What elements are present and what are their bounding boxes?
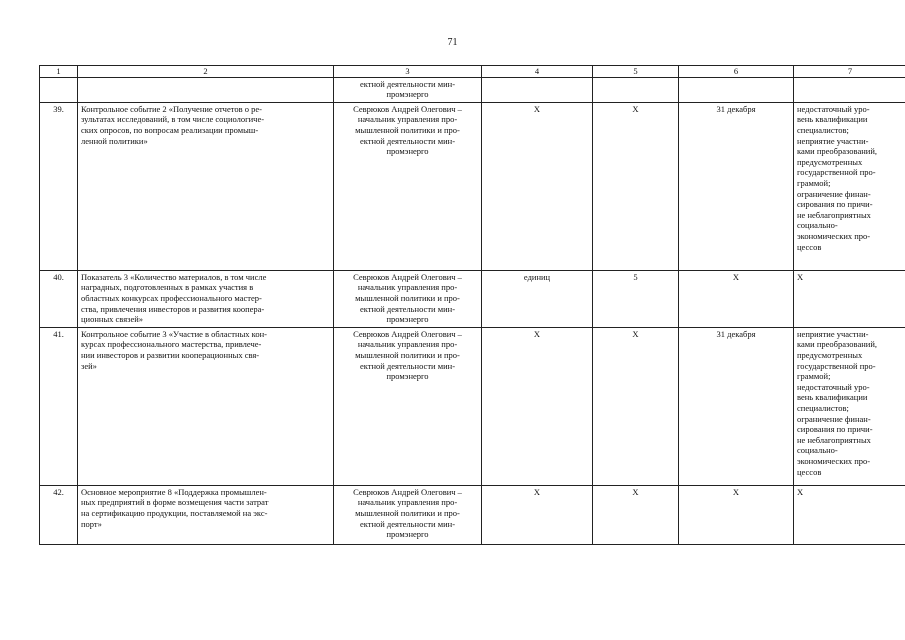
header-cell: 1 (40, 66, 78, 78)
plan-table (39, 65, 905, 545)
row-value: Х (593, 485, 679, 544)
header-cell: 5 (593, 66, 679, 78)
table-row (40, 270, 905, 327)
row-number: 40. (40, 270, 78, 327)
table-cell (40, 77, 78, 102)
row-description: Основное мероприятие 8 «Поддержка промышлен- ных предприятий в форме возмещения части затрат на сертификацию продукции, поставляемой на экс- порт» (78, 485, 334, 544)
row-value: Х (593, 102, 679, 270)
continuation-row (40, 77, 905, 102)
row-responsible: Севрюков Андрей Олегович – начальник управления про- мышленной политики и про- ектной деятельности мин- промэнерго (334, 270, 482, 327)
continuation-text: ектной деятельности мин- промэнерго (334, 77, 482, 102)
row-risks: недостаточный уро- вень квалификации специалистов; неприятие участни- ками преобразований, предусмотренных государственной про- граммой; ограничение финан- сирования по причи- не неблагоприятных социально- экономических про- цессов (794, 102, 905, 270)
header-cell: 6 (679, 66, 794, 78)
row-number: 42. (40, 485, 78, 544)
row-unit: Х (482, 485, 593, 544)
row-risks: неприятие участни- ками преобразований, предусмотренных государственной про- граммой; недостаточный уро- вень квалификации специалистов; ограничение финан- сирования по причи- не неблагоприятных социально- экономических про- цессов (794, 327, 905, 485)
table-cell (679, 77, 794, 102)
row-responsible: Севрюков Андрей Олегович – начальник управления про- мышленной политики и про- ектной деятельности мин- промэнерго (334, 102, 482, 270)
row-number: 39. (40, 102, 78, 270)
row-number: 41. (40, 327, 78, 485)
row-unit: Х (482, 327, 593, 485)
table-cell (794, 77, 905, 102)
row-value: Х (593, 327, 679, 485)
row-risks: Х (794, 485, 905, 544)
row-unit: Х (482, 102, 593, 270)
row-responsible: Севрюков Андрей Олегович – начальник управления про- мышленной политики и про- ектной деятельности мин- промэнерго (334, 485, 482, 544)
row-deadline: Х (679, 485, 794, 544)
header-cell: 7 (794, 66, 905, 78)
row-value: 5 (593, 270, 679, 327)
page-number: 71 (447, 37, 458, 48)
row-responsible: Севрюков Андрей Олегович – начальник управления про- мышленной политики и про- ектной деятельности мин- промэнерго (334, 327, 482, 485)
row-deadline: 31 декабря (679, 102, 794, 270)
row-risks: Х (794, 270, 905, 327)
table-row (40, 102, 905, 270)
header-row (40, 66, 905, 78)
table-cell (78, 77, 334, 102)
row-deadline: Х (679, 270, 794, 327)
table-cell (593, 77, 679, 102)
header-cell: 3 (334, 66, 482, 78)
header-cell: 4 (482, 66, 593, 78)
row-description: Контрольное событие 2 «Получение отчетов о ре- зультатах исследований, в том числе социологиче- ских опросов, по вопросам реализации промыш- ленной политики» (78, 102, 334, 270)
table-cell (482, 77, 593, 102)
table-row (40, 327, 905, 485)
header-cell: 2 (78, 66, 334, 78)
row-deadline: 31 декабря (679, 327, 794, 485)
row-description: Контрольное событие 3 «Участие в областных кон- курсах профессионального мастерства, привлече- нии инвесторов и развитии кооперационных свя- зей» (78, 327, 334, 485)
row-description: Показатель 3 «Количество материалов, в том числе наградных, подготовленных в рамках участия в областных конкурсах профессионального мастер- ства, привлечения инвесторов и развития коопера- ционных связей» (78, 270, 334, 327)
row-unit: единиц (482, 270, 593, 327)
table-row (40, 485, 905, 544)
